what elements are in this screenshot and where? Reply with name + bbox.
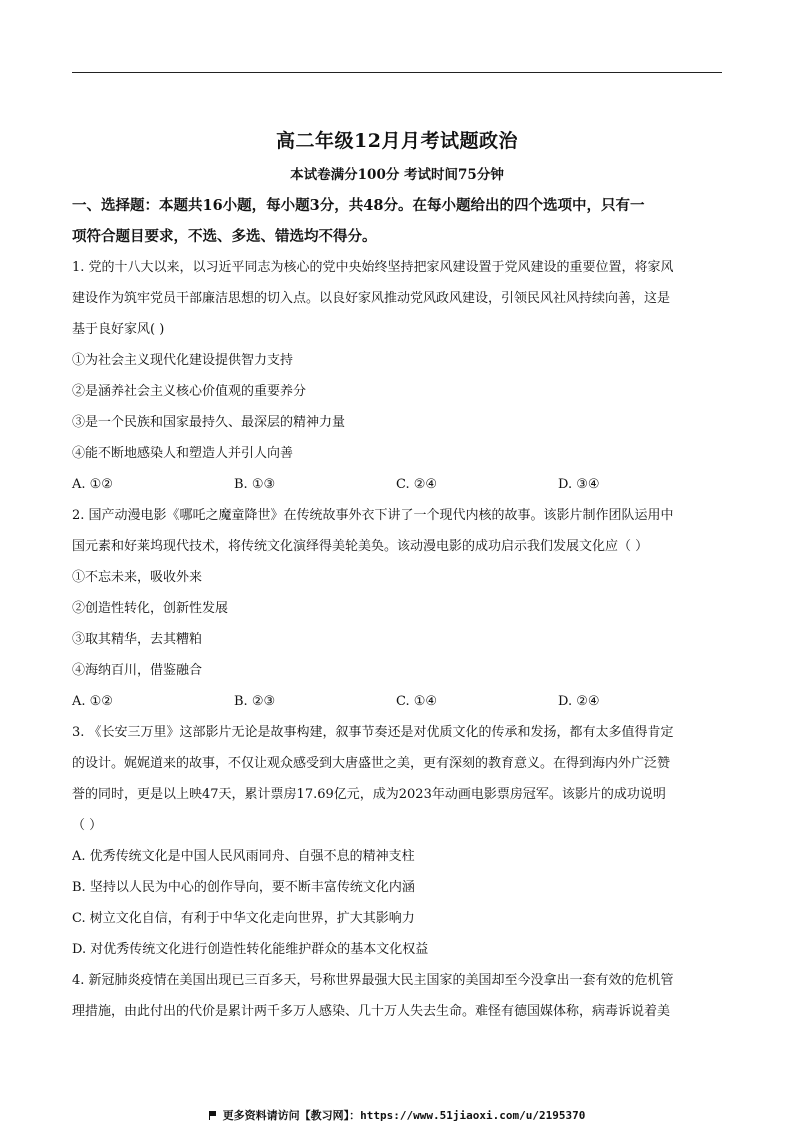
q1-stem-line-1: 1. 党的十八大以来，以习近平同志为核心的党中央始终坚持把家风建设置于党风建设的重要位置，将家风 [72, 260, 674, 275]
q2-statement-2: ②创造性转化，创新性发展 [72, 601, 229, 616]
q3-stem-line-2: 的设计。娓娓道来的故事，不仅让观众感受到大唐盛世之美，更有深刻的教育意义。在得到海内外广泛赞 [72, 756, 671, 771]
q1-choice-c: C. ②④ [396, 477, 438, 492]
flag-icon [209, 1111, 217, 1120]
footer-text: 更多资料请访问【教习网】：https://www.51jiaoxi.com/u/2195370 [222, 1109, 586, 1122]
q2-statement-1: ①不忘未来，吸收外来 [72, 570, 203, 585]
q1-statement-4: ④能不断地感染人和塑造人并引人向善 [72, 446, 294, 461]
q3-stem-line-3: 誉的同时，更是以上映47天，累计票房17.69亿元，成为2023年动画电影票房冠军。该影片的成功说明 [72, 787, 666, 802]
q1-stem-line-3: 基于良好家风( ) [72, 322, 165, 337]
q2-choice-c: C. ①④ [396, 694, 438, 709]
q2-statement-3: ③取其精华，去其糟粕 [72, 632, 203, 647]
q3-stem-line-1: 3. 《长安三万里》这部影片无论是故事构建，叙事节奏还是对优质文化的传承和发扬，都有太多值得肯定 [72, 725, 674, 740]
q1-choice-a: A. ①② [72, 477, 113, 492]
section-heading-line-2: 项符合题目要求，不选、多选、错选均不得分。 [72, 228, 377, 245]
section-heading-line-1: 一、选择题：本题共16小题，每小题3分，共48分。在每小题给出的四个选项中，只有一 [72, 197, 645, 214]
header-rule [72, 72, 722, 73]
q2-stem-line-1: 2. 国产动漫电影《哪吒之魔童降世》在传统故事外衣下讲了一个现代内核的故事。该影片制作团队运用中 [72, 508, 674, 523]
q2-choices [72, 686, 722, 717]
footer-link[interactable] [0, 1107, 794, 1123]
q2-choice-a: A. ①② [72, 694, 113, 709]
q2-choice-b: B. ②③ [234, 694, 276, 709]
q1-stem-line-2: 建设作为筑牢党员干部廉洁思想的切入点。以良好家风推动党风政风建设，引领民风社风持续向善，这是 [72, 291, 671, 306]
q1-choice-d: D. ③④ [558, 477, 600, 492]
q1-choice-b: B. ①③ [234, 477, 276, 492]
q2-choice-d: D. ②④ [558, 694, 600, 709]
q4-stem-line-2: 理措施，由此付出的代价是累计两千多万人感染、几十万人失去生命。难怪有德国媒体称，病毒诉说着美 [72, 1004, 671, 1019]
exam-content [72, 190, 722, 1027]
exam-subtitle: 本试卷满分100分 考试时间75分钟 [290, 167, 504, 183]
q4-stem-line-1: 4. 新冠肺炎疫情在美国出现已三百多天，号称世界最强大民主国家的美国却至今没拿出一套有效的危机管 [72, 973, 674, 988]
q1-statement-1: ①为社会主义现代化建设提供智力支持 [72, 353, 294, 368]
q2-stem-line-2: 国元素和好莱坞现代技术，将传统文化演绎得美轮美奂。该动漫电影的成功启示我们发展文化应（ ） [72, 539, 649, 554]
exam-title: 高二年级12月月考试题政治 [276, 130, 518, 152]
q1-choices [72, 469, 722, 500]
q3-option-a: A. 优秀传统文化是中国人民风雨同舟、自强不息的精神支柱 [72, 849, 415, 864]
q3-option-b: B. 坚持以人民为中心的创作导向，要不断丰富传统文化内涵 [72, 880, 415, 895]
q1-statement-3: ③是一个民族和国家最持久、最深层的精神力量 [72, 415, 346, 430]
q3-option-d: D. 对优秀传统文化进行创造性转化能维护群众的基本文化权益 [72, 942, 429, 957]
q2-statement-4: ④海纳百川，借鉴融合 [72, 663, 203, 678]
q1-statement-2: ②是涵养社会主义核心价值观的重要养分 [72, 384, 307, 399]
q3-option-c: C. 树立文化自信，有利于中华文化走向世界，扩大其影响力 [72, 911, 415, 926]
q3-stem-line-4: （ ） [72, 818, 103, 833]
